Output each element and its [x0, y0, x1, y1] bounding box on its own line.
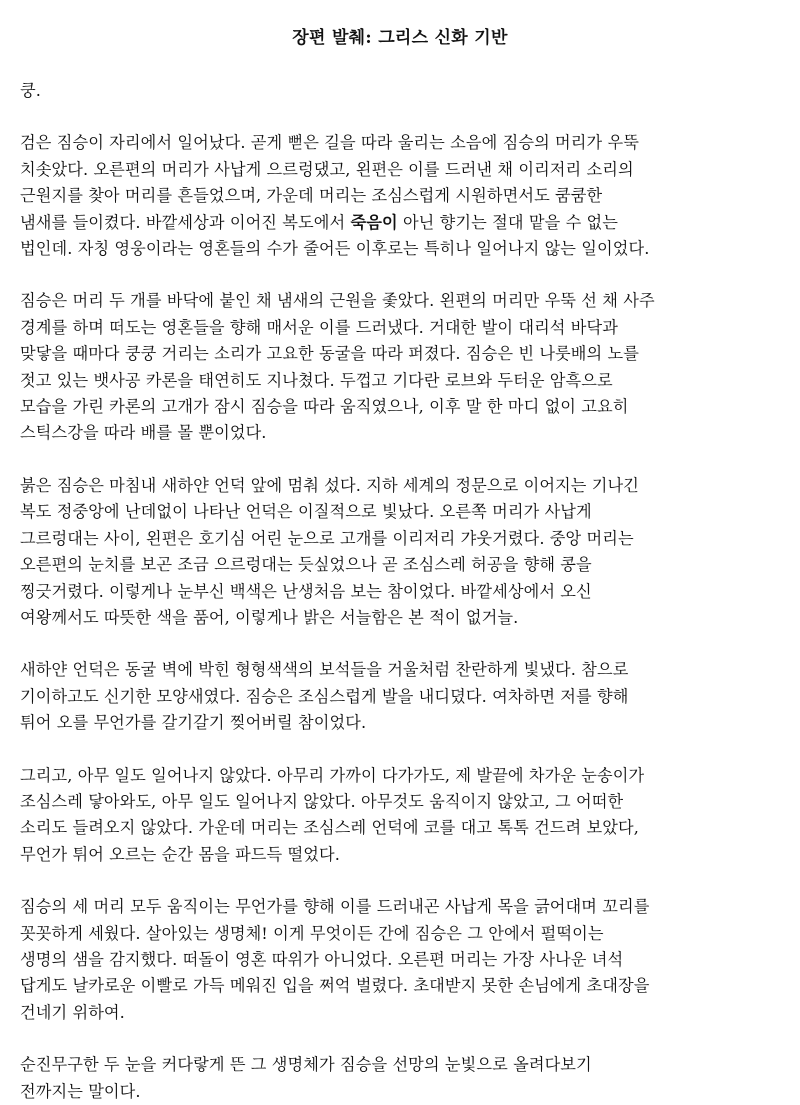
text-line: 전까지는 말이다.: [20, 1081, 141, 1101]
text-line: 생명의 샘을 감지했다. 떠돌이 영혼 따위가 아니었다. 오른편 머리는 가장 사나운 녀석: [20, 949, 624, 969]
paragraph-1: [20, 130, 780, 262]
text-line: 답게도 날카로운 이빨로 가득 메워진 입을 쩌억 벌렸다. 초대받지 못한 손님에게 초대장을: [20, 976, 650, 996]
paragraph-4: [20, 657, 780, 736]
text-span: 아닌 향기는 절대 맡을 수 없는: [397, 212, 619, 232]
paragraph-2: [20, 288, 780, 446]
text-line: 모습을 가린 카론의 고개가 잠시 짐승을 따라 움직였으나, 이후 말 한 마디 없이 고요히: [20, 397, 629, 417]
text-line: [20, 210, 780, 236]
text-line: 무언가 튀어 오르는 순간 몸을 파드득 떨었다.: [20, 844, 340, 864]
text-line: 새하얀 언덕은 동굴 벽에 박힌 형형색색의 보석들을 거울처럼 찬란하게 빛냈다. 참으로: [20, 660, 629, 680]
text-line: 그르렁대는 사이, 왼편은 호기심 어린 눈으로 고개를 이리저리 갸웃거렸다. 중앙 머리는: [20, 528, 634, 548]
text-line: 오른편의 눈치를 보곤 조금 으르렁대는 듯싶었으나 곧 조심스레 허공을 향해 콩을: [20, 555, 592, 575]
text-line: 젓고 있는 뱃사공 카론을 태연히도 지나쳤다. 두껍고 기다란 로브와 두터운 암흑으로: [20, 370, 613, 390]
paragraph-5: [20, 763, 780, 869]
text-line: 튀어 오를 무언가를 갈기갈기 찢어버릴 참이었다.: [20, 713, 367, 733]
text-line: 치솟았다. 오른편의 머리가 사납게 으르렁댔고, 왼편은 이를 드러낸 채 이리저리 소리의: [20, 159, 634, 179]
paragraph-opening: [20, 78, 780, 104]
text-line: 소리도 들려오지 않았다. 가운데 머리는 조심스레 언덕에 코를 대고 톡톡 건드려 보았다,: [20, 818, 639, 838]
text-line: 꼿꼿하게 세웠다. 살아있는 생명체! 이게 무엇이든 간에 짐승은 그 안에서 펄떡이는: [20, 923, 604, 943]
text-line: 짐승은 머리 두 개를 바닥에 붙인 채 냄새의 근원을 좇았다. 왼편의 머리만 우뚝 선 채 사주: [20, 291, 655, 311]
text-line: 스틱스강을 따라 배를 몰 뿐이었다.: [20, 423, 267, 443]
text-line: 검은 짐승이 자리에서 일어났다. 곧게 뻗은 길을 따라 울리는 소음에 짐승의 머리가 우뚝: [20, 133, 639, 153]
text-span: 냄새를 들이켰다. 바깥세상과 이어진 복도에서: [20, 212, 351, 232]
bold-text: 죽음이: [350, 212, 398, 232]
text-line: 근원지를 찾아 머리를 흔들었으며, 가운데 머리는 조심스럽게 시원하면서도 쿰쿰한: [20, 186, 603, 206]
text-line: 찡긋거렸다. 이렇게나 눈부신 백색은 난생처음 보는 참이었다. 바깥세상에서 오신: [20, 581, 592, 601]
text-line: 법인데. 자칭 영웅이라는 영혼들의 수가 줄어든 이후로는 특히나 일어나지 않는 일이었다.: [20, 239, 650, 259]
text-line: 그리고, 아무 일도 일어나지 않았다. 아무리 가까이 다가가도, 제 발끝에 차가운 눈송이가: [20, 765, 645, 785]
text-line: 경계를 하며 떠도는 영혼들을 향해 매서운 이를 드러냈다. 거대한 발이 대리석 바닥과: [20, 317, 619, 337]
paragraph-3: [20, 473, 780, 631]
text-line: 맞닿을 때마다 쿵쿵 거리는 소리가 고요한 동굴을 따라 퍼졌다. 짐승은 빈 나룻배의 노를: [20, 344, 639, 364]
document-title: 장편 발췌: 그리스 신화 기반: [292, 28, 508, 48]
text-line: 순진무구한 두 눈을 커다랗게 뜬 그 생명체가 짐승을 선망의 눈빛으로 올려다보기: [20, 1055, 592, 1075]
text-line: 쿵.: [20, 81, 41, 100]
paragraph-6: [20, 894, 780, 1026]
text-line: 복도 정중앙에 난데없이 나타난 언덕은 이질적으로 빛났다. 오른쪽 머리가 사납게: [20, 502, 592, 522]
text-line: 붉은 짐승은 마침내 새하얀 언덕 앞에 멈춰 섰다. 지하 세계의 정문으로 이어지는 기나긴: [20, 475, 639, 495]
text-line: 건네기 위하여.: [20, 1002, 125, 1022]
text-line: 기이하고도 신기한 모양새였다. 짐승은 조심스럽게 발을 내디뎠다. 여차하면 저를 향해: [20, 686, 629, 706]
text-line: 조심스레 닿아와도, 아무 일도 일어나지 않았다. 아무것도 움직이지 않았고, 그 어떠한: [20, 791, 624, 811]
text-line: 여왕께서도 따뜻한 색을 품어, 이렇게나 밝은 서늘함은 본 적이 없거늘.: [20, 607, 519, 627]
text-line: 짐승의 세 머리 모두 움직이는 무언가를 향해 이를 드러내곤 사납게 목을 긁어대며 꼬리를: [20, 897, 650, 917]
